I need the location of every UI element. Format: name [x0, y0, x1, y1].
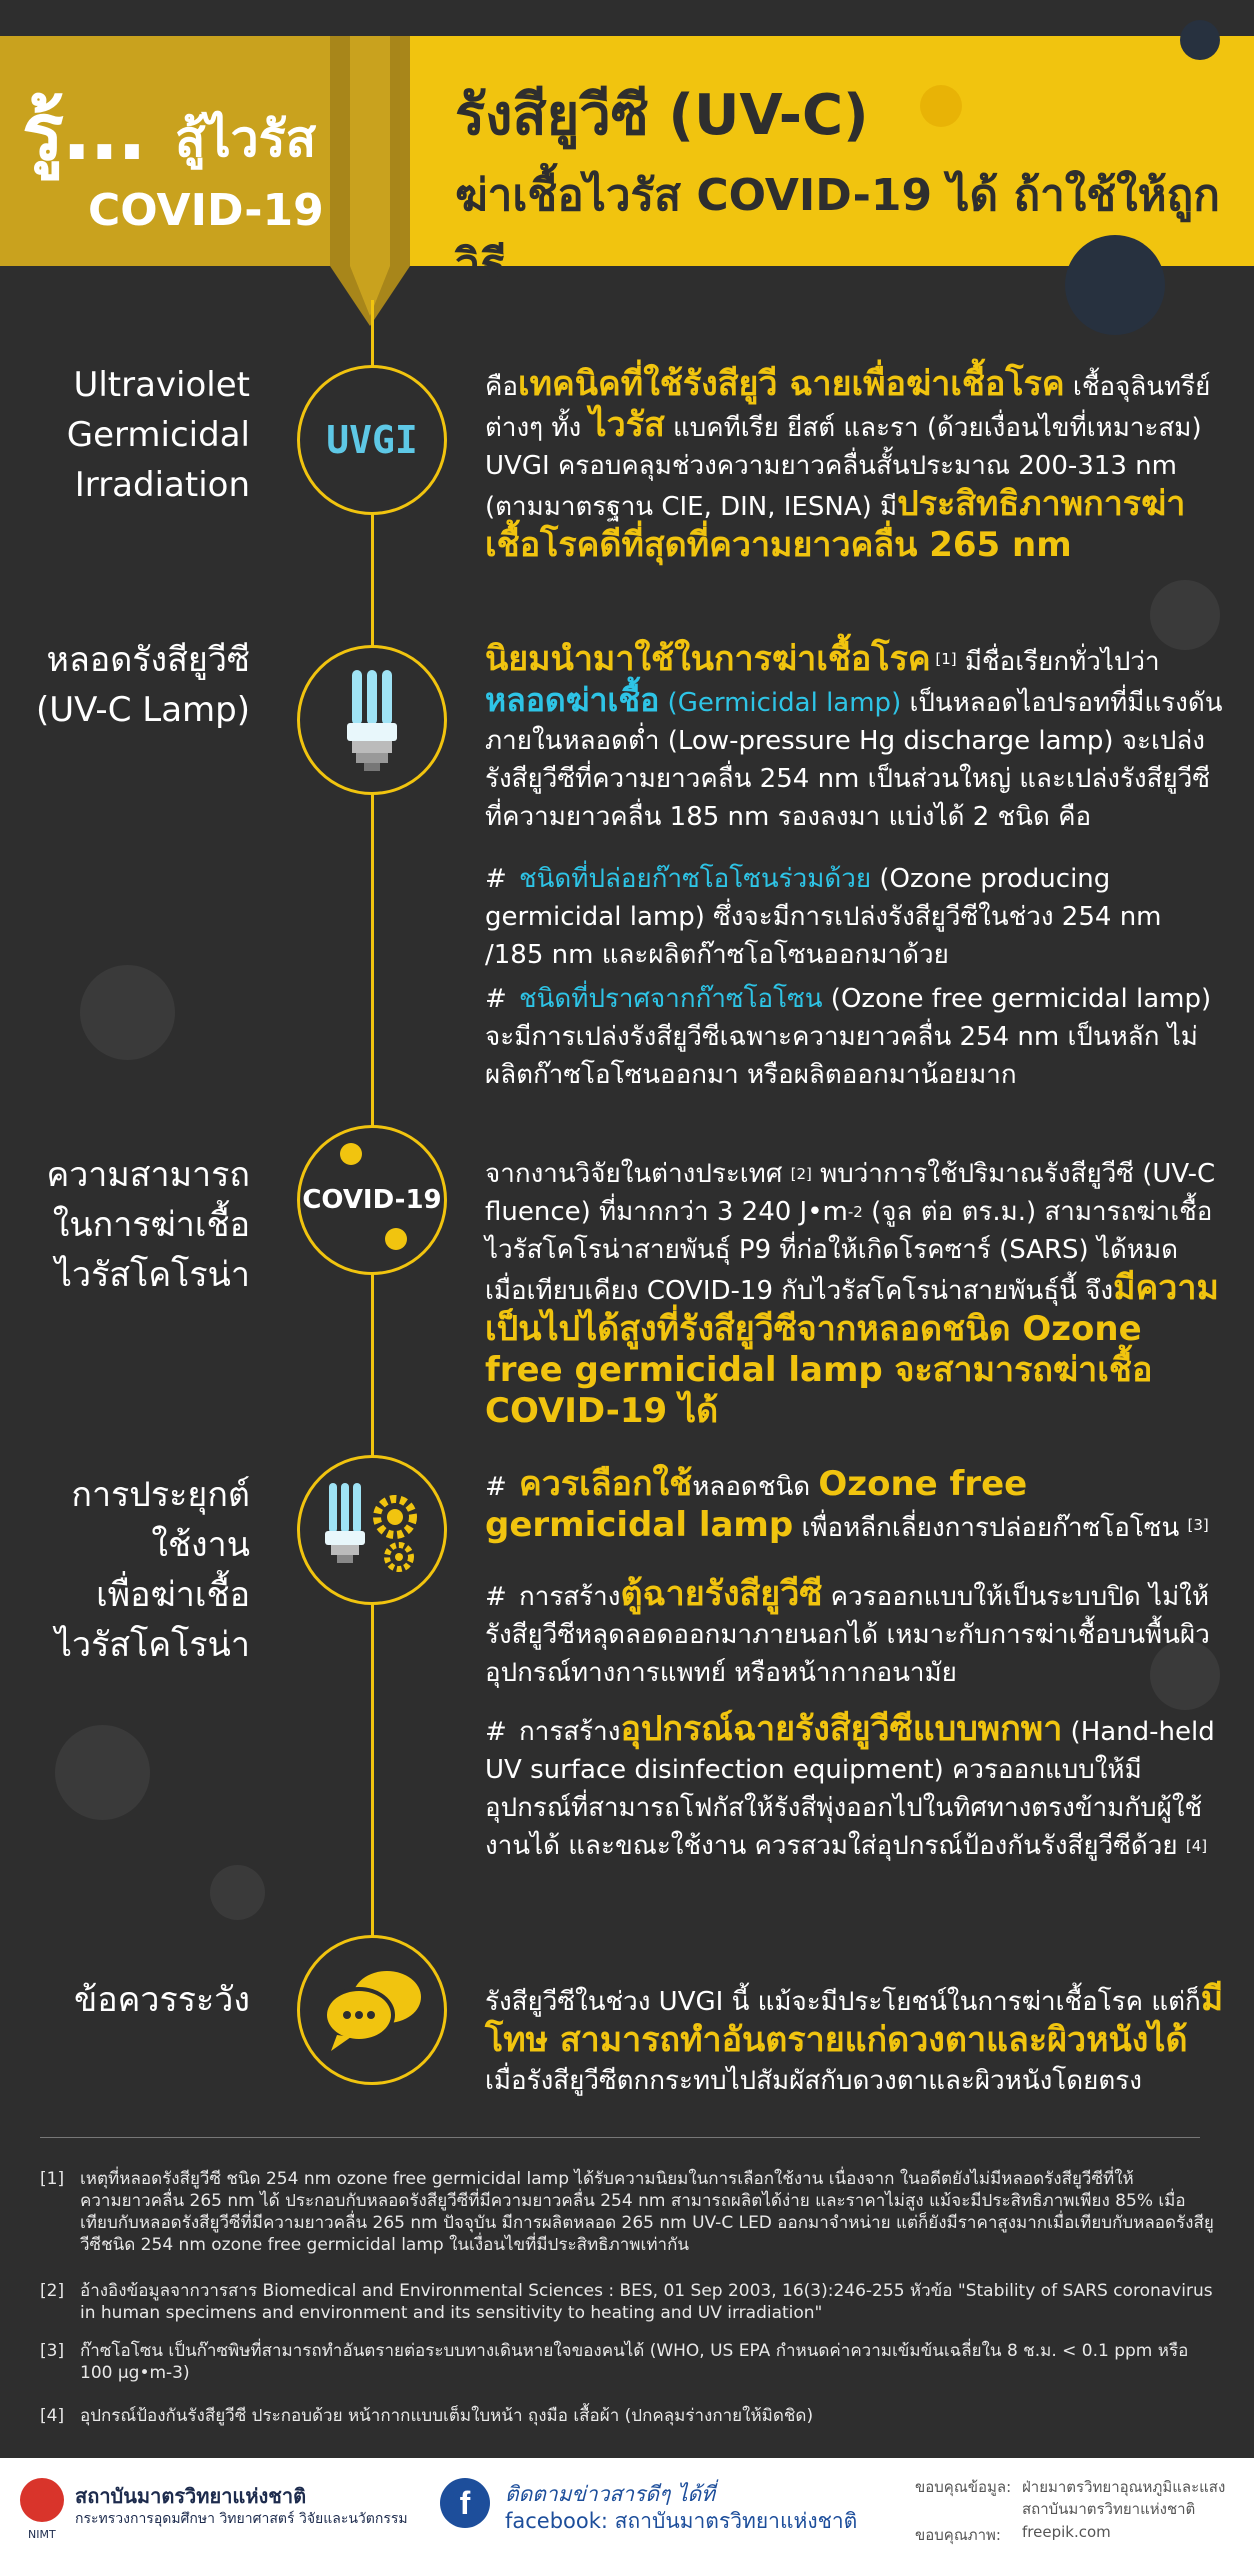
uvgi-text-icon	[297, 365, 447, 515]
header-divider-arrow	[330, 36, 410, 336]
nimt-logo-icon	[20, 2478, 64, 2522]
footnote-number: [3]	[40, 2341, 65, 2361]
header-left-covid: COVID-19	[88, 185, 324, 236]
text-segment: เพื่อหลีกเลี่ยงการปล่อยก๊าซโอโซน	[793, 1513, 1188, 1543]
text-segment: (Ozone free germicidal lamp) จะมีการเปล่งรังสียูวีซีเฉพาะความยาวคลื่น 254 nm เป็นหลัก ไม่ผลิตก๊าซโอโซนออกมา หรือผลิตออกมาน้อยมาก	[485, 984, 1212, 1090]
header-left-ru: รู้...	[22, 88, 145, 178]
footnote-text: อุปกรณ์ป้องกันรังสียูวีซี ประกอบด้วย หน้ากากแบบเต็มใบหน้า ถุงมือ เสื้อผ้า (ปกคลุมร่างกายให้มิดชิด)	[80, 2406, 814, 2426]
text-segment: (Ozone producing germicidal lamp) ซึ่งจะมีการเปล่งรังสียูวีซีในช่วง 254 nm /185 nm และผลิตก๊าซโอโซนออกมาด้วย	[485, 864, 1162, 970]
covid-icon-label: COVID-19	[302, 1185, 442, 1215]
uvgi-icon-label: UVGI	[326, 418, 418, 462]
bullet-ozone-free	[485, 980, 1225, 1094]
text-segment: จากงานวิจัยในต่างประเทศ	[485, 1159, 791, 1189]
virus-decoration-icon	[920, 85, 962, 127]
footer-org-ministry: กระทรวงการอุดมศึกษา วิทยาศาสตร์ วิจัยและนวัตกรรม	[75, 2511, 408, 2527]
footnote-4	[40, 2405, 1220, 2427]
nimt-logo-caption: NIMT	[28, 2528, 56, 2541]
footnote-text: อ้างอิงข้อมูลจากวารสาร Biomedical and Environmental Sciences : BES, 01 Sep 2003, 16(3):246-255 หัวข้อ "Stability of SARS coronavirus in human specimens and environment and its sensitivity to heating and UV irradiation"	[80, 2281, 1213, 2323]
footer-ack-label: ขอบคุณข้อมูล:	[915, 2478, 1012, 2496]
bullet-hash-marker: #	[485, 1582, 507, 1612]
text-segment: คือ	[485, 372, 519, 402]
text-segment: (Hand-held UV surface disinfection equipment) ควรออกแบบให้มีอุปกรณ์ที่สามารถโฟกัสให้รังสีพุ่งออกไปในทิศทางตรงข้ามกับผู้ใช้งานได้ และขณะใช้งาน ควรสวมใส่อุปกรณ์ป้องกันรังสียูวีซีด้วย	[485, 1717, 1215, 1861]
text-segment: -2	[847, 1203, 863, 1221]
bullet-uv-cabinet	[485, 1575, 1225, 1692]
covid-virus-icon	[297, 1125, 447, 1275]
bullet-handheld-uv	[485, 1710, 1225, 1865]
bullet-hash-marker: #	[485, 1472, 507, 1502]
chat-bubbles-icon	[297, 1935, 447, 2085]
text-segment: [3]	[1187, 1516, 1209, 1534]
text-segment: มีความเป็นไปได้สูงที่รังสียูวีซีจากหลอดชนิด Ozone free germicidal lamp จะสามารถฆ่าเชื้อ COVID-19 ได้	[485, 1268, 1219, 1431]
text-segment: การสร้าง	[519, 1582, 621, 1612]
facebook-icon[interactable]: f	[440, 2478, 490, 2528]
text-segment: หลอดชนิด	[692, 1472, 819, 1502]
lamp-icon	[332, 665, 412, 775]
header-left-fight-virus: สู้ไวรัส	[175, 110, 317, 168]
bullet-hash-marker: #	[485, 864, 507, 894]
sun-virus-icon	[385, 1228, 407, 1250]
text-segment: การสร้าง	[519, 1717, 621, 1747]
text-segment: [4]	[1185, 1837, 1208, 1855]
text-segment: [1]	[930, 650, 957, 668]
footer-follow-text: ติดตามข่าวสารดีๆ ได้ที่	[505, 2482, 716, 2506]
footnote-divider	[40, 2137, 1200, 2138]
page-title: รังสียูวีซี (UV-C)	[455, 83, 869, 148]
text-segment: นิยมนำมาใช้ในการฆ่าเชื้อโรค	[485, 639, 931, 679]
bullet-hash-marker: #	[485, 1717, 507, 1747]
footnote-number: [1]	[40, 2169, 65, 2189]
footer-image-credit-label: ขอบคุณภาพ:	[915, 2526, 1001, 2544]
sun-virus-icon	[340, 1143, 362, 1165]
text-segment: ควรเลือกใช้	[519, 1464, 693, 1504]
footer-ack-value: ฝ่ายมาตรวิทยาอุณหภูมิและแสง สถาบันมาตรวิทยาแห่งชาติ	[1022, 2478, 1226, 2518]
text-segment: พบว่าการใช้ปริมาณรังสียูวีซี (UV-C fluence) ที่มากกว่า 3 240 J•m	[485, 1159, 1216, 1227]
bullet-ozone-producing	[485, 860, 1225, 974]
footnote-text: ก๊าซโอโซน เป็นก๊าซพิษที่สามารถทำอันตรายต่อระบบทางเดินหายใจของคนได้ (WHO, US EPA กำหนดค่าความเข้มข้นเฉลี่ยใน 8 ช.ม. < 0.1 ppm หรือ 100 µg•m-3)	[80, 2341, 1189, 2383]
section-body-effectiveness	[485, 1155, 1225, 1433]
section-body-caution	[485, 1980, 1225, 2100]
section-label-uvgi: Ultraviolet Germicidal Irradiation	[66, 365, 250, 505]
page-subtitle: ฆ่าเชื้อไวรัส COVID-19 ได้ ถ้าใช้ให้ถูกวิธี	[455, 170, 1220, 291]
section-label-effectiveness: ความสามารถ ในการฆ่าเชื้อ ไวรัสโคโรน่า	[46, 1155, 250, 1295]
text-segment: ชนิดที่ปราศจากก๊าซโอโซน	[519, 984, 823, 1014]
text-segment: ประสิทธิภาพการฆ่าเชื้อโรคดีที่สุดที่ความยาวคลื่น 265 nm	[485, 484, 1186, 565]
speech-bubbles-icon	[317, 1965, 427, 2055]
virus-decoration-icon	[80, 965, 175, 1060]
text-segment: เป็นหลอดไอปรอทที่มีแรงดันภายในหลอดต่ำ (Low-pressure Hg discharge lamp) จะเปล่งรังสียูวีซีที่ความยาวคลื่น 254 nm เป็นส่วนใหญ่ และเปล่งรังสียูวีซีที่ความยาวคลื่น 185 nm รองลงมา แบ่งได้ 2 ชนิด คือ	[485, 688, 1223, 832]
text-segment: หลอดฆ่าเชื้อ	[485, 681, 660, 719]
bullet-hash-marker: #	[485, 984, 507, 1014]
section-label-application: การประยุกต์ ใช้งาน เพื่อฆ่าเชื้อ ไวรัสโคโรน่า	[54, 1475, 250, 1665]
text-segment: ไวรัส	[589, 405, 665, 445]
lamp-gear-illustration	[317, 1475, 427, 1585]
virus-decoration-icon	[1180, 20, 1220, 60]
footnote-number: [4]	[40, 2406, 65, 2426]
text-segment: เชื้อจุลินทรีย์ต่างๆ ทั้ง	[485, 372, 1211, 443]
footnote-text: เหตุที่หลอดรังสียูวีซี ชนิด 254 nm ozone free germicidal lamp ได้รับความนิยมในการเลือกใช้งาน เนื่องจาก ในอดีตยังไม่มีหลอดรังสียูวีซีที่ให้ความยาวคลื่น 265 nm ได้ ประกอบกับหลอดรังสียูวีซีที่มีความยาวคลื่น 254 nm สามารถผลิตได้ง่าย และราคาไม่สูง แม้จะมีประสิทธิภาพเพียง 85% เมื่อเทียบกับหลอดรังสียูวีซีที่มีความยาวคลื่น 265 nm ปัจจุบัน มีการผลิตหลอด 265 nm UV-C LED ออกมาจำหน่าย แต่ก็ยังมีราคาสูงมากเมื่อเทียบกับหลอดรังสียูวีซีชนิด 254 nm ozone free germicidal lamp ในเงื่อนไขที่มีประสิทธิภาพเท่ากัน	[80, 2169, 1214, 2255]
text-segment: เมื่อรังสียูวีซีตกกระทบไปสัมผัสกับดวงตาและผิวหนังโดยตรง	[485, 2066, 1142, 2096]
text-segment: (จูล ต่อ ตร.ม.) สามารถฆ่าเชื้อไวรัสโคโรน่าสายพันธุ์ P9 ที่ก่อให้เกิดโรคซาร์ (SARS) ได้หมด เมื่อเทียบเคียง COVID-19 กับไวรัสโคโรน่าสายพันธุ์นี้ จึง	[485, 1197, 1213, 1306]
footer-facebook-link[interactable]: facebook: สถาบันมาตรวิทยาแห่งชาติ	[505, 2509, 858, 2533]
section-label-uvc-lamp: หลอดรังสียูวีซี (UV-C Lamp)	[36, 640, 250, 730]
text-segment: อุปกรณ์ฉายรังสียูวีซีแบบพกพา	[620, 1709, 1063, 1749]
section-label-caution: ข้อควรระวัง	[74, 1980, 250, 2020]
footnote-1	[40, 2168, 1220, 2256]
text-segment: ควรออกแบบให้เป็นระบบปิด ไม่ให้รังสียูวีซีหลุดลอดออกมาภายนอกได้ เหมาะกับการฆ่าเชื้อบนพื้นผิวอุปกรณ์ทางการแพทย์ หรือหน้ากากอนามัย	[485, 1582, 1210, 1688]
section-body-uvgi	[485, 365, 1215, 567]
section-intro-uvc-lamp	[485, 640, 1225, 836]
bullet-choose-ozone-free	[485, 1465, 1225, 1547]
text-segment: รังสียูวีซีในช่วง UVGI นี้ แม้จะมีประโยชน์ในการฆ่าเชื้อโรค แต่ก็	[485, 1987, 1201, 2017]
virus-decoration-icon	[210, 1865, 265, 1920]
text-segment: ชนิดที่ปล่อยก๊าซโอโซนร่วมด้วย	[519, 864, 872, 894]
text-segment: (Germicidal lamp)	[659, 688, 902, 718]
text-segment: มีชื่อเรียกทั่วไปว่า	[956, 647, 1160, 677]
footer-image-credit-value: freepik.com	[1022, 2523, 1111, 2541]
uv-lamp-icon	[297, 645, 447, 795]
lamp-gear-icon	[297, 1455, 447, 1605]
footer-org-name: สถาบันมาตรวิทยาแห่งชาติ	[75, 2484, 307, 2508]
text-segment: เทคนิคที่ใช้รังสียูวี ฉายเพื่อฆ่าเชื้อโรค	[518, 364, 1065, 404]
text-segment: มีโทษ สามารถทำอันตรายแก่ดวงตาและผิวหนังได้	[485, 1979, 1224, 2060]
footnote-number: [2]	[40, 2281, 65, 2301]
text-segment: [2]	[790, 1165, 812, 1183]
footnote-2	[40, 2280, 1220, 2324]
text-segment: แบคทีเรีย ยีสต์ และรา (ด้วยเงื่อนไขที่เหมาะสม) UVGI ครอบคลุมช่วงความยาวคลื่นสั้นประมาณ 200-313 nm (ตามมาตรฐาน CIE, DIN, IESNA) มี	[485, 413, 1202, 522]
text-segment: Ozone free germicidal lamp	[485, 1464, 1028, 1545]
virus-decoration-icon	[55, 1725, 150, 1820]
text-segment: ตู้ฉายรังสียูวีซี	[620, 1574, 823, 1614]
footnote-3	[40, 2340, 1220, 2384]
